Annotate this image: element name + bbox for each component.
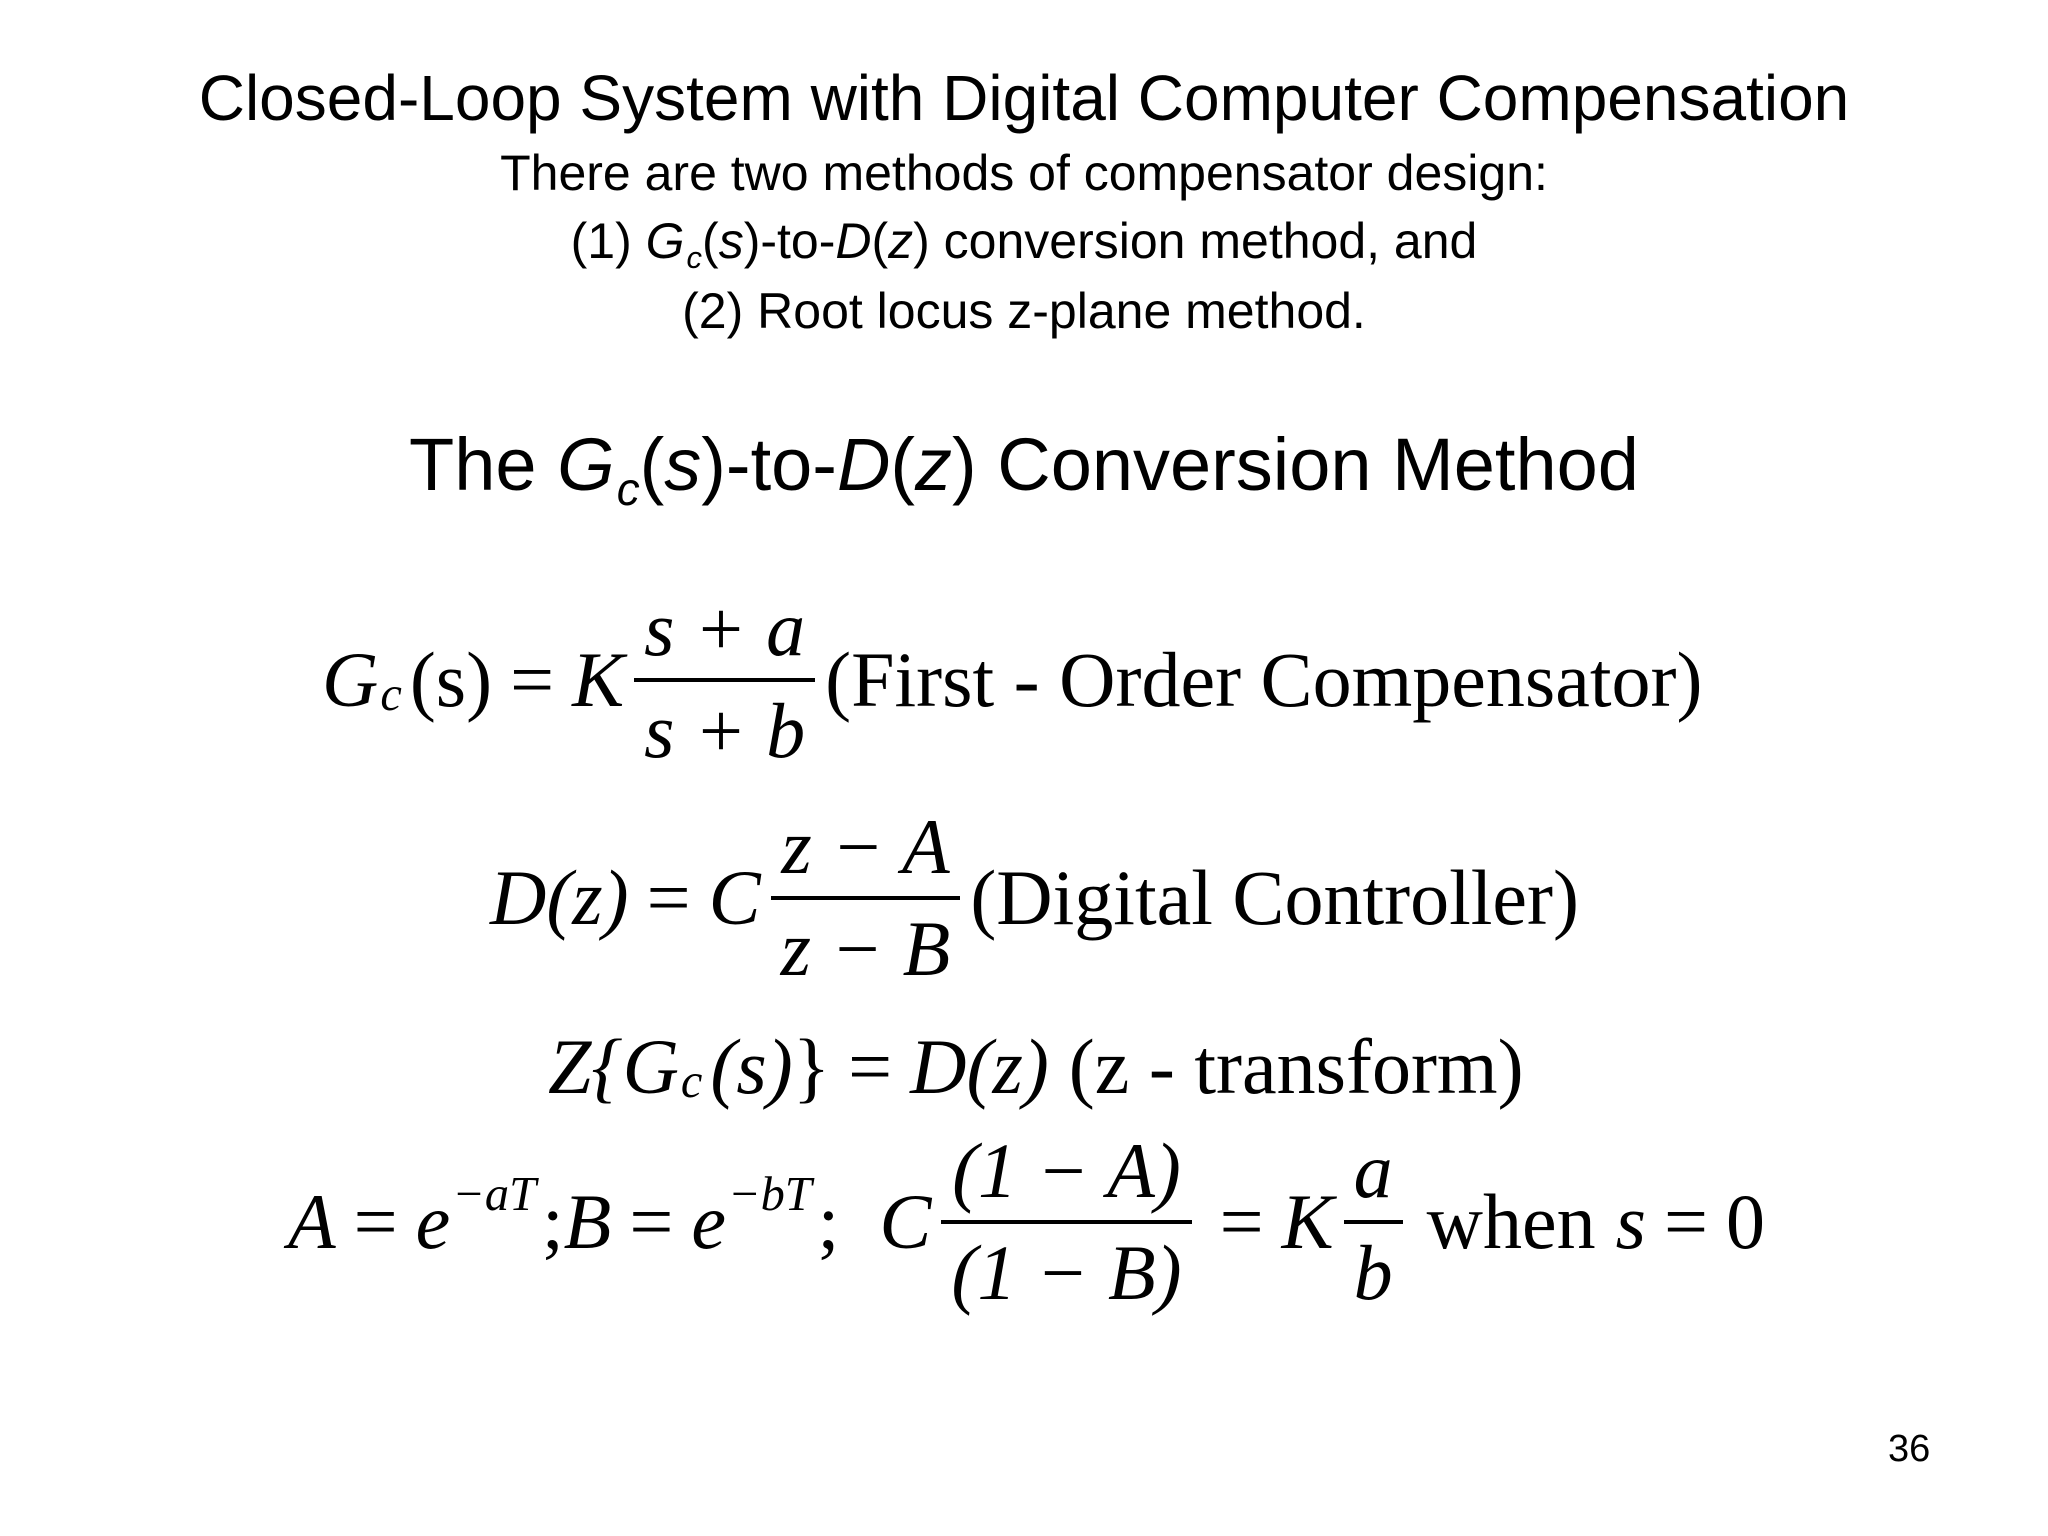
gc-g: G [322,636,379,723]
gc-equals: = [510,636,555,723]
method-1-paren: ( [702,213,719,269]
zt-open: Z{ [548,1023,623,1110]
dz-c: C [708,854,761,941]
section-g: G [557,423,615,506]
abc-e2: e [691,1178,726,1265]
method-1-suffix: ) conversion method, and [913,213,1478,269]
equation-compensator [322,585,1703,774]
zt-note: (z - transform) [1068,1023,1524,1110]
abc-sep1: ; [542,1178,564,1265]
method-1-g: G [645,213,685,269]
abc-denominator-1: (1 − B) [951,1229,1182,1316]
method-1-s: s [718,213,744,269]
section-d: D [836,423,891,506]
method-1-mid: )-to- [743,213,836,269]
section-z: z [915,423,953,506]
abc-numerator-1: (1 − A) [952,1127,1181,1214]
abc-numerator-2: a [1353,1127,1393,1214]
gc-fraction [634,585,815,774]
section-paren: ( [639,423,665,506]
gc-denominator: s + b [644,687,806,774]
equation-coefficients [288,1127,1765,1316]
page-title: Closed-Loop System with Digital Computer Compensation [198,62,1850,134]
zt-rhs: D(z) [910,1023,1049,1110]
gc-numerator: s + a [644,585,806,672]
abc-c: C [879,1178,932,1265]
section-paren2: ( [890,423,916,506]
abc-when: when [1426,1178,1596,1265]
abc-equals-4: = [1663,1178,1708,1265]
section-prefix: The [409,423,558,506]
page-number: 36 [1888,1428,1931,1470]
section-title [0,423,2048,515]
zt-c: c [680,1055,703,1109]
abc-fraction-2 [1344,1127,1403,1316]
gc-c: c [380,668,402,722]
method-1-paren2: ( [871,213,889,269]
dz-fraction [771,803,961,992]
dz-equals: = [646,854,691,941]
dz-denominator: z − B [780,905,951,992]
gc-k: K [572,636,625,723]
section-suffix: ) Conversion Method [952,423,1639,506]
abc-equals-3: = [1219,1178,1264,1265]
method-1-d: D [835,213,872,269]
method-2-text: (2) Root locus z-plane method. [682,283,1366,339]
abc-fraction-1 [941,1127,1191,1316]
method-1-text [0,213,2048,275]
method-1-prefix: (1) [570,213,646,269]
gc-arg: (s) [409,636,493,723]
abc-e1: e [415,1178,451,1265]
zt-equals: = [848,1023,893,1110]
section-c: c [616,462,640,515]
abc-k: K [1281,1178,1334,1265]
equation-z-transform [548,1023,1524,1110]
abc-sep2: ; [817,1178,840,1265]
equation-digital-controller [490,803,1580,992]
section-s: s [664,423,702,506]
abc-exp1: −aT [452,1168,536,1222]
abc-denominator-2: b [1353,1229,1393,1316]
section-mid: )-to- [701,423,837,506]
abc-exp2: −bT [727,1168,812,1222]
abc-equals-1: = [353,1178,398,1265]
dz-note: (Digital Controller) [970,854,1580,941]
zt-close: } [792,1023,831,1110]
abc-b: B [563,1178,612,1265]
abc-zero: 0 [1725,1178,1765,1265]
method-1-z: z [888,213,914,269]
dz-lhs: D(z) [490,854,629,941]
zt-g: G [622,1023,679,1110]
zt-arg: (s) [710,1023,793,1110]
gc-note: (First - Order Compensator) [825,636,1703,723]
dz-numerator: z − A [781,803,950,890]
abc-equals-2: = [629,1178,674,1265]
intro-text: There are two methods of compensator design: [500,145,1548,201]
abc-s: s [1615,1178,1646,1265]
method-1-c: c [686,239,703,275]
abc-a: A [288,1178,336,1265]
